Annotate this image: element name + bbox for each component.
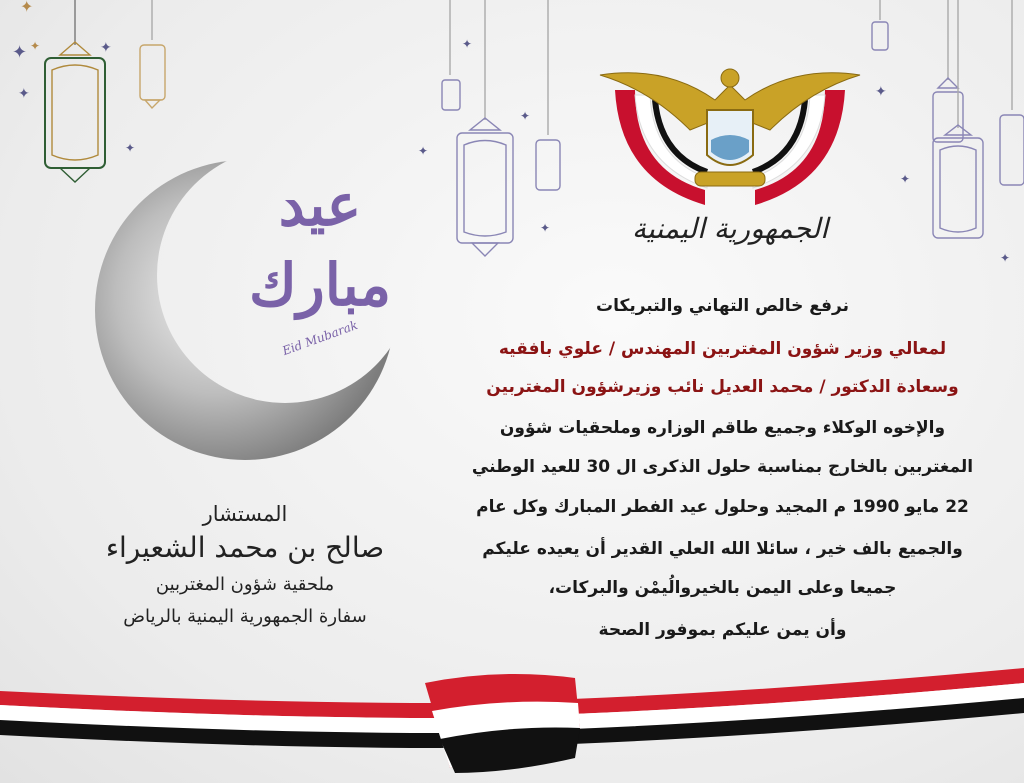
svg-text:✦: ✦	[30, 39, 41, 53]
greeting-line-8: جميعا وعلى اليمن بالخيروالُيمْن والبركات،	[548, 578, 897, 598]
lantern-icon	[442, 0, 460, 110]
svg-text:✦: ✦	[12, 42, 28, 63]
svg-text:✦: ✦	[875, 84, 887, 100]
greeting-line-6: 22 مايو 1990 م المجيد وحلول عيد الفطر المبارك وكل عام	[476, 497, 969, 517]
greeting-line-7: والجميع بالف خير ، سائلا الله العلي القدير أن يعيده عليكم	[482, 539, 963, 559]
eid-latin-text: Eid Mubarak	[280, 317, 360, 359]
lantern-icon	[1000, 0, 1024, 185]
signature-title: ملحقية شؤون المغتربين	[155, 574, 335, 595]
eid-mubarak-calligraphy	[200, 165, 440, 359]
svg-text:✦: ✦	[18, 86, 30, 102]
greeting-line-9: وأن يمن عليكم بموفور الصحة	[598, 620, 847, 640]
svg-text:✦: ✦	[100, 40, 112, 56]
signature-role: المستشار	[202, 502, 288, 526]
svg-text:✦: ✦	[520, 109, 531, 123]
yemen-emblem-icon	[595, 60, 865, 210]
eid-arabic-text: عيد مبارك	[248, 171, 392, 319]
lantern-icon	[536, 0, 560, 190]
signature-name: صالح بن محمد الشعيراء	[105, 531, 385, 564]
greeting-line-4: والإخوه الوكلاء وجميع طاقم الوزاره وملحقيات شؤون	[499, 418, 946, 438]
svg-text:✦: ✦	[1000, 251, 1011, 265]
greeting-line-2: لمعالي وزير شؤون المغتربين المهندس / علوي بافقيه	[498, 339, 947, 359]
svg-text:✦: ✦	[125, 141, 136, 155]
svg-text:✦: ✦	[462, 37, 473, 51]
signature-org: سفارة الجمهورية اليمنية بالرياض	[123, 606, 367, 627]
svg-text:✦: ✦	[418, 144, 429, 158]
lantern-icon	[933, 0, 983, 238]
lantern-icon	[140, 0, 165, 108]
svg-text:✦: ✦	[540, 221, 551, 235]
emblem-caption: الجمهورية اليمنية	[631, 212, 829, 245]
svg-text:✦: ✦	[900, 172, 911, 186]
greeting-line-1: نرفع خالص التهاني والتبريكات	[596, 296, 849, 316]
lantern-icon	[872, 0, 888, 50]
greeting-line-3: وسعادة الدكتور / محمد العديل نائب وزيرشؤون المغتربين	[486, 377, 959, 397]
yemen-flag-ribbon	[0, 643, 1024, 783]
svg-text:✦: ✦	[20, 0, 34, 16]
greeting-line-5: المغتربين بالخارج بمناسبة حلول الذكرى ال 30 للعيد الوطني	[471, 457, 974, 477]
